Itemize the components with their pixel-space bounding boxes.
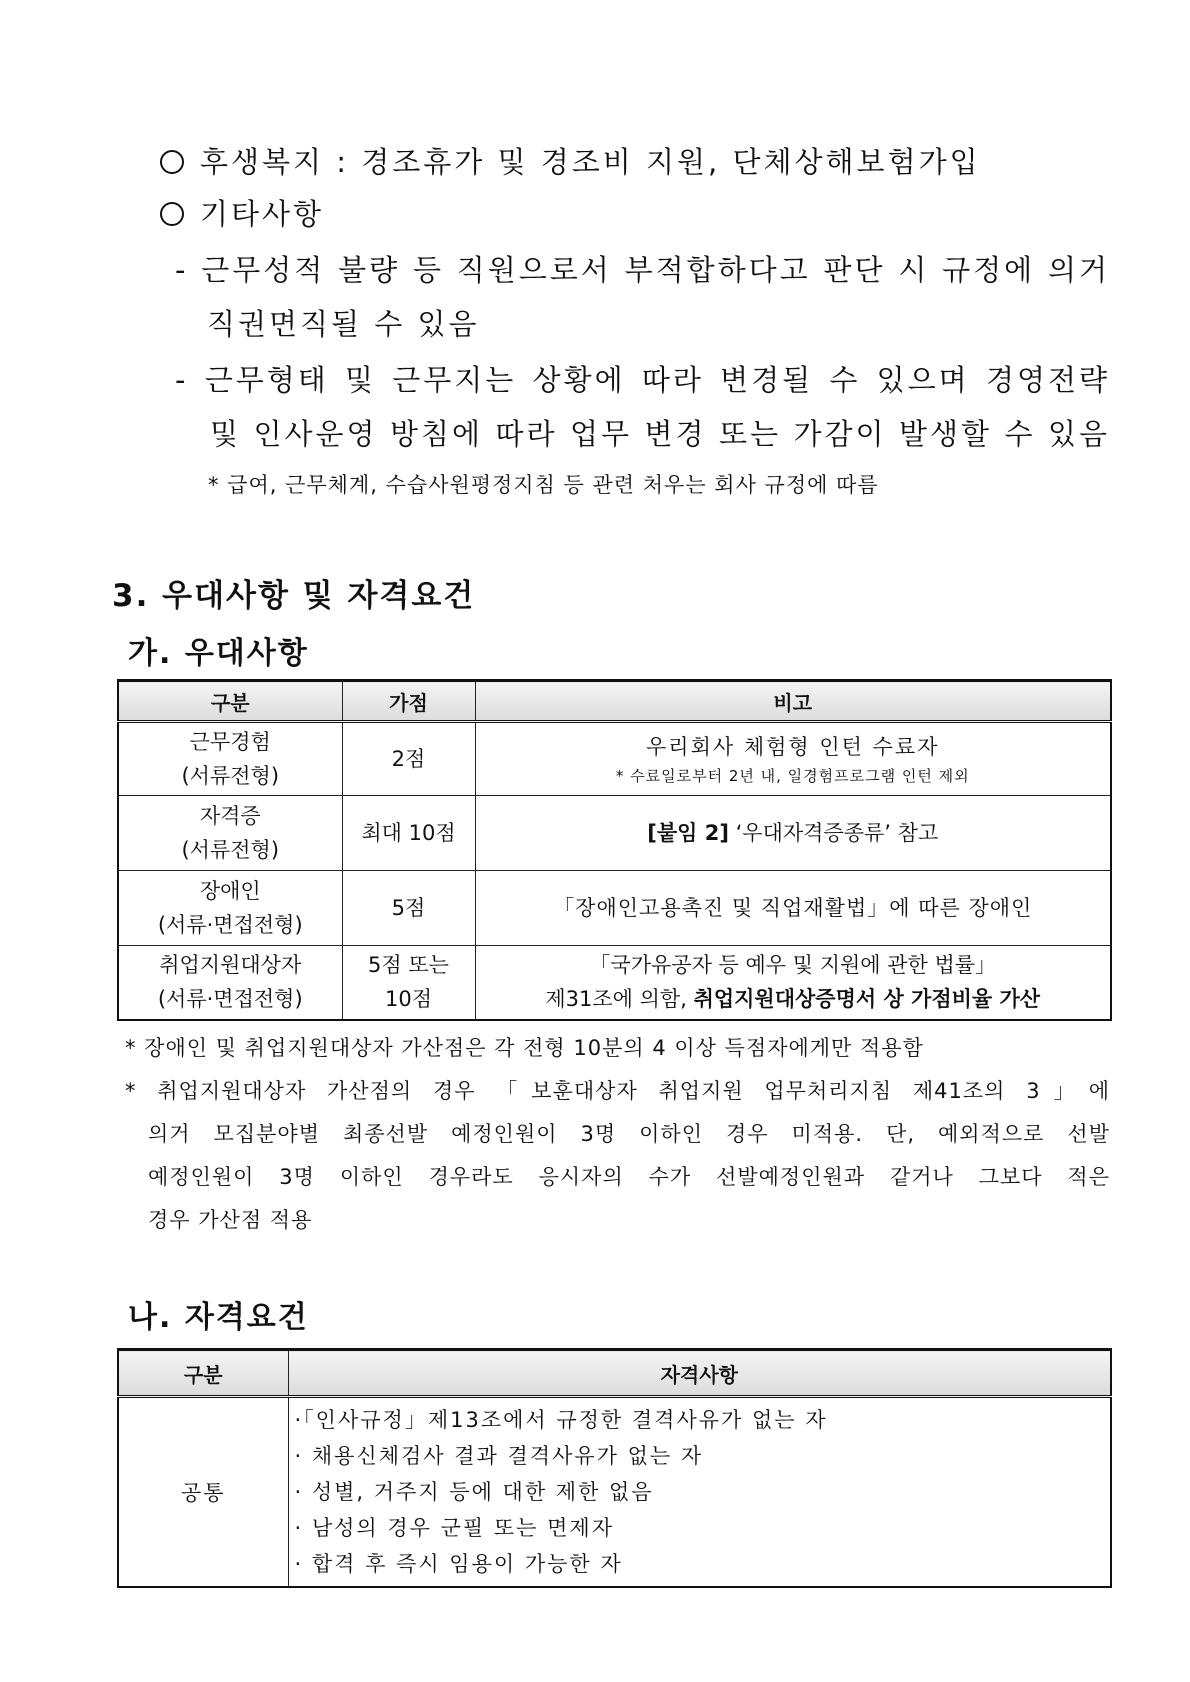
preference-table [117,679,1112,1021]
table-header: 가점 [342,681,475,722]
circle-bullet-icon [160,202,184,226]
list-item: · 남성의 경우 군필 또는 면제자 [294,1516,614,1540]
table-row: 장애인 (서류·면접전형) 5점 「장애인고용촉진 및 직업재활법」에 따른 장애인 [118,871,1111,946]
table-row: 취업지원대상자 (서류·면접전형) 5점 또는 10점 「국가유공자 등 예우 및 지원에 관한 법률」 제31조에 의함, 취업지원대상증명서 상 가점비율 가산 [118,946,1111,1020]
section-3-title: 3. 우대사항 및 자격요건 [112,578,476,614]
table-header: 자격사항 [288,1350,1111,1397]
qualification-subtitle: 나. 자격요건 [128,1300,309,1335]
note-line: 경우 가산점 적용 [148,1208,313,1232]
preference-subtitle: 가. 우대사항 [128,636,309,671]
welfare-line: 후생복지 : 경조휴가 및 경조비 지원, 단체상해보험가입 [160,140,981,181]
list-item: · 채용신체검사 결과 결격사유가 없는 자 [294,1444,704,1468]
qualification-table [117,1348,1112,1588]
note-line: * 장애인 및 취업지원대상자 가산점은 각 전형 10분의 4 이상 득점자에게만 적용함 [125,1036,924,1060]
list-item: ·「인사규정」제13조에서 규정한 결격사유가 없는 자 [294,1408,828,1432]
table-row: 자격증 (서류전형) 최대 10점 [붙임 2] ‘우대자격증종류’ 참고 [118,796,1111,871]
note-line: 예정인원이 3명 이하인 경우라도 응시자의 수가 선발예정인원과 같거나 그보다 적은 [148,1165,1110,1189]
category-cell: 공통 [118,1397,288,1588]
note-line: * 취업지원대상자 가산점의 경우 「보훈대상자 취업지원 업무처리지침 제41조의 3」에 [125,1079,1110,1103]
pay-footnote: * 급여, 근무체계, 수습사원평정지침 등 관련 처우는 회사 규정에 따름 [208,473,879,497]
change-line-1: - 근무형태 및 근무지는 상황에 따라 변경될 수 있으며 경영전략 [175,363,1110,397]
table-row: 근무경험 (서류전형) 2점 우리회사 체험형 인턴 수료자 * 수료일로부터 2년 내, 일경험프로그램 인턴 제외 [118,722,1111,796]
list-item: · 성별, 거주지 등에 대한 제한 없음 [294,1480,654,1504]
circle-bullet-icon [160,150,184,174]
dismissal-line-2: 직권면직될 수 있음 [207,307,480,341]
table-header: 비고 [475,681,1111,722]
table-header: 구분 [118,681,342,722]
change-line-2: 및 인사운영 방침에 따라 업무 변경 또는 가감이 발생할 수 있음 [210,417,1110,451]
dismissal-line-1: - 근무성적 불량 등 직원으로서 부적합하다고 판단 시 규정에 의거 [175,253,1110,287]
table-header: 구분 [118,1350,288,1397]
etc-heading: 기타사항 [160,192,324,233]
note-line: 의거 모집분야별 최종선발 예정인원이 3명 이하인 경우 미적용. 단, 예외적으로 선발 [148,1122,1110,1146]
requirements-list [288,1397,1111,1588]
table-row [118,1397,1111,1588]
list-item: · 합격 후 즉시 임용이 가능한 자 [294,1552,623,1576]
